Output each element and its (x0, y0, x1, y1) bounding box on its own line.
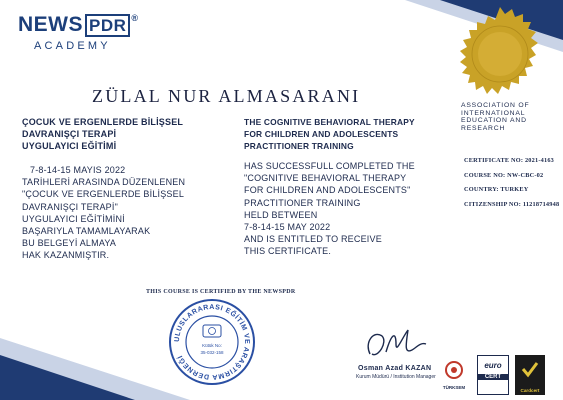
association-line: INTERNATIONAL (461, 109, 526, 117)
newspdr-logo (18, 14, 139, 52)
badge-turksem-label: TÜRKSEM (442, 385, 466, 390)
english-body-line: AND IS ENTITLED TO RECEIVE (244, 234, 382, 245)
english-body-line: HAS SUCCESSFULL COMPLETED THE (244, 161, 415, 171)
country: COUNTRY: TURKEY (464, 186, 529, 193)
logo-wordmark (18, 14, 139, 37)
badge-eurocert-top: euro (484, 361, 502, 370)
turkish-title-line: UYGULAYICI EĞİTİMİ (22, 141, 117, 152)
turkish-body-line: BU BELGEYİ ALMAYA (22, 238, 117, 249)
stamp-ring-text: ULUSLARARASI EĞİTİM VE ARAŞTIRMA DERNEĞİ (173, 303, 251, 381)
english-body-line: "COGNITIVE BEHAVIORAL THERAPY (244, 173, 407, 184)
turkish-body (22, 164, 185, 262)
badge-cardcert (515, 355, 545, 395)
stamp-registry-number: 35-032-158 (200, 350, 224, 355)
citizenship-number: CITIZENSHIP NO: 11218714948 (464, 201, 560, 208)
course-number: COURSE NO: NW-CBC-02 (464, 172, 544, 179)
signatory-name: Osman Azad KAZAN (358, 365, 432, 372)
turkish-body-line: BAŞARIYLA TAMAMLAYARAK (22, 226, 151, 237)
turkish-column (22, 116, 183, 153)
logo-brand-prefix: NEWS (18, 13, 83, 36)
logo-academy-label: ACADEMY (34, 40, 111, 52)
turkish-body-line: TARİHLERİ ARASINDA DÜZENLENEN (22, 177, 186, 188)
english-body (244, 160, 415, 258)
turkish-body-line: "ÇOCUK VE ERGENLERDE BİLİŞSEL (22, 189, 185, 200)
certified-by-statement: THIS COURSE IS CERTIFIED BY THE NEWSPDR (146, 289, 296, 295)
association-line: EDUCATION AND (461, 117, 527, 125)
english-title-line: PRACTITIONER TRAINING (244, 141, 354, 152)
badge-cardcert-label: Cardcert (520, 388, 540, 393)
cardcert-check-icon (515, 355, 545, 383)
turkish-body-line: DAVRANIŞÇI TERAPİ" (22, 201, 118, 212)
turkish-title-line: ÇOCUK VE ERGENLERDE BİLİŞSEL (22, 117, 184, 127)
turkish-body-line: 7-8-14-15 MAYIS 2022 (30, 165, 126, 175)
english-title-line: THE COGNITIVE BEHAVIORAL THERAPY (244, 117, 415, 127)
badge-eurocert-bottom: CERT (478, 374, 508, 380)
logo-registered-mark: ® (131, 13, 139, 23)
stamp-emblem-icon (203, 325, 221, 337)
turkish-body-line: HAK KAZANMIŞTIR. (22, 250, 110, 261)
english-body-line: HELD BETWEEN (244, 209, 318, 220)
association-line: RESEARCH (461, 124, 506, 132)
signatory-title: Kurum Müdürü / Institution Manager (356, 374, 436, 380)
turkish-title-line: DAVRANIŞÇI TERAPİ (22, 129, 117, 140)
english-body-line: PRACTITIONER TRAINING (244, 197, 361, 208)
badge-turksem (440, 360, 468, 390)
turksem-logo-icon (440, 360, 468, 380)
badge-eurocert (477, 355, 509, 395)
turkish-body-line: UYGULAYICI EĞİTİMİNİ (22, 213, 125, 224)
english-title-line: FOR CHILDREN AND ADOLESCENTS (244, 129, 399, 140)
recipient-name: ZÜLAL NUR ALMASARANI (92, 86, 361, 106)
english-body-line: 7-8-14-15 MAY 2022 (244, 222, 331, 233)
english-column (244, 116, 415, 153)
english-body-line: FOR CHILDREN AND ADOLESCENTS" (244, 185, 411, 196)
english-body-line: THIS CERTIFICATE. (244, 246, 332, 257)
association-stamp (167, 297, 257, 387)
logo-brand-boxed: PDR (85, 14, 130, 37)
gold-seal-icon (450, 4, 550, 104)
signature-scribble (362, 324, 432, 366)
association-line: ASSOCIATION OF (461, 102, 530, 109)
stamp-registry-label: Kütük No: (202, 343, 222, 348)
association-label (461, 102, 529, 132)
certificate-number: CERTIFICATE NO: 2021-4163 (464, 157, 555, 164)
